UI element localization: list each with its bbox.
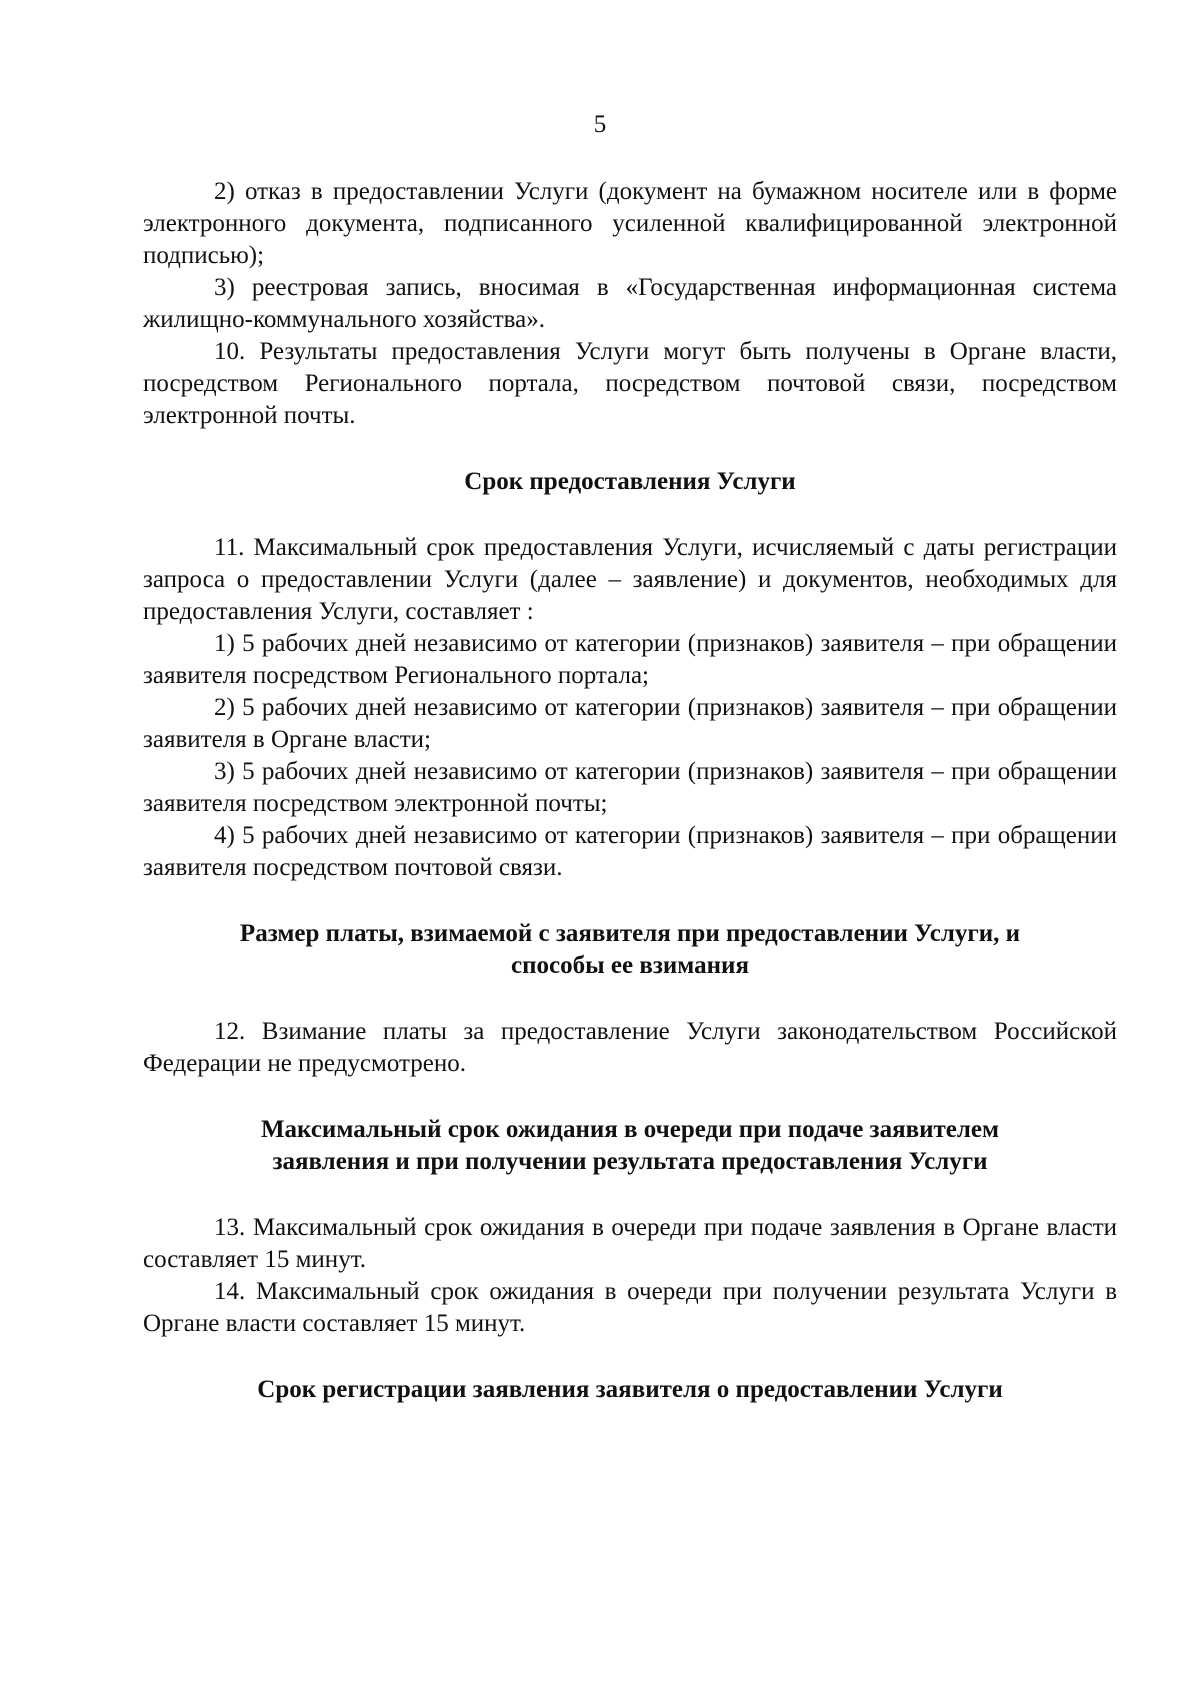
heading-fee xyxy=(143,918,1117,982)
paragraph-10-results: 10. Результаты предоставления Услуги могут быть получены в Органе власти, посредством Регионального портала, посредством почтовой связи, посредством электронной почты. xyxy=(143,338,1117,429)
paragraph-term-regional-portal: 1) 5 рабочих дней независимо от категории (признаков) заявителя – при обращении заявителя посредством Регионального портала; xyxy=(143,630,1117,689)
paragraph-term-post: 4) 5 рабочих дней независимо от категории (признаков) заявителя – при обращении заявителя посредством почтовой связи. xyxy=(143,822,1117,881)
page-number: 5 xyxy=(593,111,607,138)
heading-fee-line-1: Размер платы, взимаемой с заявителя при предоставлении Услуги, и xyxy=(239,920,1021,947)
heading-fee-line-2: способы ее взимания xyxy=(511,952,749,979)
paragraph-13-queue-submission: 13. Максимальный срок ожидания в очереди при подаче заявления в Органе власти составляет 15 минут. xyxy=(143,1214,1117,1273)
paragraph-12-fee: 12. Взимание платы за предоставление Услуги законодательством Российской Федерации не предусмотрено. xyxy=(143,1018,1117,1077)
paragraph-14-queue-result: 14. Максимальный срок ожидания в очереди при получении результата Услуги в Органе власти составляет 15 минут. xyxy=(143,1278,1117,1337)
heading-service-term: Срок предоставления Услуги xyxy=(464,468,796,495)
heading-queue-time xyxy=(143,1114,1117,1178)
paragraph-term-email: 3) 5 рабочих дней независимо от категории (признаков) заявителя – при обращении заявителя посредством электронной почты; xyxy=(143,758,1117,817)
paragraph-registry-record: 3) реестровая запись, вносимая в «Государственная информационная система жилищно-коммунального хозяйства». xyxy=(143,274,1117,333)
paragraph-term-authority: 2) 5 рабочих дней независимо от категории (признаков) заявителя – при обращении заявителя в Органе власти; xyxy=(143,694,1117,753)
heading-queue-time-line-2: заявления и при получении результата предоставления Услуги xyxy=(272,1148,988,1175)
paragraph-11-max-term: 11. Максимальный срок предоставления Услуги, исчисляемый с даты регистрации запроса о предоставлении Услуги (далее – заявление) и документов, необходимых для предоставления Услуги, составляет : xyxy=(143,534,1117,625)
document-body xyxy=(143,176,1117,1406)
paragraph-refusal: 2) отказ в предоставлении Услуги (документ на бумажном носителе или в форме электронного документа, подписанного усиленной квалифицированной электронной подписью); xyxy=(143,178,1117,269)
heading-registration-term: Срок регистрации заявления заявителя о предоставлении Услуги xyxy=(257,1376,1003,1403)
heading-queue-time-line-1: Максимальный срок ожидания в очереди при подаче заявителем xyxy=(260,1116,1000,1143)
